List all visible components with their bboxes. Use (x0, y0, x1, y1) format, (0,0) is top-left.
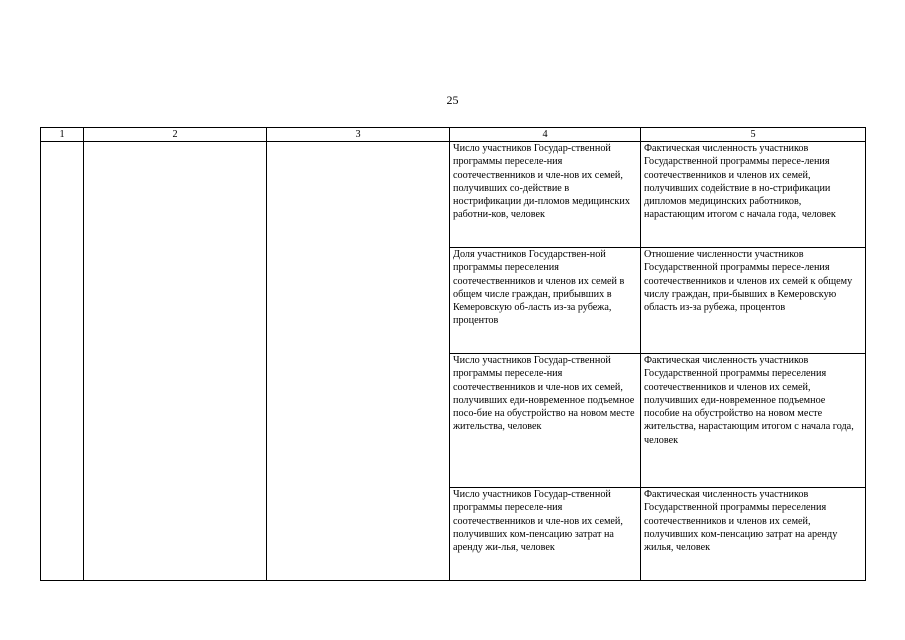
indicator-name: Число участников Государ-ственной программы переселе-ния соотечественников и чле-нов их семей, получивших ком-пенсацию затрат на аренду жи-лья, человек (450, 488, 641, 581)
cell-col-3 (267, 142, 450, 581)
table-header-row (41, 128, 866, 142)
indicator-method: Фактическая численность участников Государственной программы переселения соотечественников и членов их семей, получивших еди-новременное подъемное пособие на обустройство на новом месте жительства, нарастающим итогом с начала года, человек (641, 354, 866, 488)
indicator-method: Фактическая численность участников Государственной программы переселения соотечественников и членов их семей, получивших ком-пенсацию затрат на аренду жилья, человек (641, 488, 866, 581)
indicators-table (40, 127, 866, 581)
header-col-3: 3 (267, 128, 450, 142)
cell-col-2 (84, 142, 267, 581)
cell-col-1 (41, 142, 84, 581)
header-col-2: 2 (84, 128, 267, 142)
indicator-name: Доля участников Государствен-ной программы переселения соотечественников и членов их семей в общем числе граждан, прибывших в Кемеровскую об-ласть из-за рубежа, процентов (450, 248, 641, 354)
header-col-5: 5 (641, 128, 866, 142)
indicator-name: Число участников Государ-ственной программы переселе-ния соотечественников и чле-нов их семей, получивших со-действие в нострификации ди-пломов медицинских работни-ков, человек (450, 142, 641, 248)
table-row (41, 142, 866, 248)
header-col-1: 1 (41, 128, 84, 142)
header-col-4: 4 (450, 128, 641, 142)
indicator-method: Отношение численности участников Государственной программы пересе-ления соотечественников и членов их семей к общему числу граждан, при-бывших в Кемеровскую область из-за рубежа, процентов (641, 248, 866, 354)
indicator-name: Число участников Государ-ственной программы переселе-ния соотечественников и чле-нов их семей, получивших еди-новременное подъемное посо-бие на обустройство на новом месте жительства, человек (450, 354, 641, 488)
indicator-method: Фактическая численность участников Государственной программы пересе-ления соотечественников и членов их семей, получивших содействие в но-стрификации дипломов медицинских работников, нарастающим итогом с начала года, человек (641, 142, 866, 248)
page-number: 25 (446, 93, 459, 107)
